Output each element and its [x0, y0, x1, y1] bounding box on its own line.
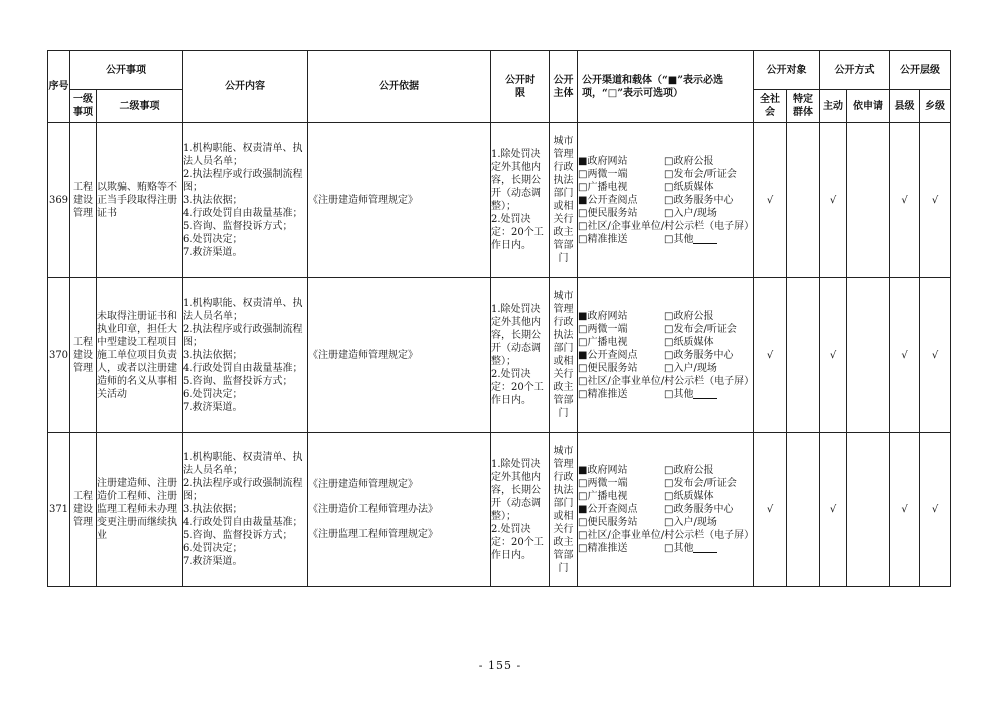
mark-active: √: [820, 433, 847, 587]
mark-county: √: [890, 278, 920, 433]
mark-all: √: [754, 278, 787, 433]
channel-option: □广播电视: [578, 181, 628, 193]
header-content: 公开内容: [183, 51, 308, 123]
channel-option: □政务服务中心: [664, 349, 734, 361]
mark-request: [847, 433, 890, 587]
channel-option: □政务服务中心: [664, 504, 734, 515]
header-seq: 序号: [48, 51, 70, 123]
row-content: 1.机构职能、权责清单、执法人员名单； 2.执法程序或行政强制流程图； 3.执法依据； 4.行政处罚自由裁量基准； 5.咨询、监督投诉方式； 6.处罚决定； 7.救济渠道。: [183, 123, 308, 278]
channel-line: [578, 155, 753, 168]
basis-item: 《注册建造师管理规定》: [308, 349, 418, 361]
channel-line: [578, 181, 753, 194]
row-level1-matter: 工程建设管理: [70, 433, 97, 587]
fill-in-blank: [693, 542, 717, 553]
channel-option: □入户/现场: [664, 517, 717, 528]
mark-specific: [787, 433, 820, 587]
table-row: [48, 433, 951, 587]
header-channel: 公开渠道和载体（“■”表示必选项，“□”表示可选项）: [578, 51, 754, 123]
row-time-limit: 1.除处罚决定外其他内容，长期公开（动态调整）； 2.处罚决定：20个工作日内。: [491, 433, 550, 587]
disclosure-table: [47, 50, 951, 587]
channel-option: □政府公报: [664, 155, 714, 167]
channel-option: ■公开查阅点: [578, 349, 638, 361]
row-seq: 371: [48, 433, 70, 587]
channel-option: ■政府网站: [578, 465, 628, 476]
page-number: - 155 -: [478, 659, 522, 672]
channel-option: □政务服务中心: [664, 194, 734, 206]
channel-option: □两微一端: [578, 168, 628, 180]
row-level2-matter: 未取得注册证书和执业印章，担任大中型建设工程项目施工单位项目负责人，或者以注册建造师的名义从事相关活动: [97, 278, 183, 433]
channel-line: [578, 336, 753, 349]
row-basis: [308, 278, 491, 433]
channel-option: □社区/企事业单位/村公示栏（电子屏）: [578, 530, 755, 541]
channel-line: [578, 323, 753, 336]
channel-option: □社区/企事业单位/村公示栏（电子屏）: [578, 375, 755, 387]
channel-line: [578, 310, 753, 323]
channel-line: [578, 477, 753, 490]
row-subject: 城市管理行政执法部门或相关行政主管部门: [550, 278, 578, 433]
header-subject: 公开主体: [550, 51, 578, 123]
fill-in-blank: [693, 233, 717, 244]
channel-option: □纸质媒体: [664, 181, 714, 193]
header-tier-town: 乡级: [920, 90, 951, 123]
channel-option: □入户/现场: [664, 207, 717, 219]
row-basis: [308, 123, 491, 278]
channel-option: □便民服务站: [578, 362, 638, 374]
mark-active: √: [820, 123, 847, 278]
channel-option: □两微一端: [578, 323, 628, 335]
row-level2-matter: 注册建造师、注册造价工程师、注册监理工程师未办理变更注册而继续执业: [97, 433, 183, 587]
channel-line: [578, 233, 753, 246]
channel-option: ■公开查阅点: [578, 504, 638, 515]
row-channels: [578, 433, 754, 587]
channel-option: □两微一端: [578, 478, 628, 489]
mark-county: √: [890, 433, 920, 587]
channel-option: ■公开查阅点: [578, 194, 638, 206]
mark-all: √: [754, 433, 787, 587]
header-basis: 公开依据: [308, 51, 491, 123]
channel-option: □便民服务站: [578, 517, 638, 528]
basis-item: 《注册建造师管理规定》: [308, 194, 418, 206]
channel-option: □政府公报: [664, 310, 714, 322]
channel-option: □精准推送: [578, 543, 628, 554]
mark-all: √: [754, 123, 787, 278]
row-seq: 370: [48, 278, 70, 433]
header-audience-specific: 特定群体: [787, 90, 820, 123]
channel-option: □精准推送: [578, 233, 628, 245]
row-time-limit: 1.除处罚决定外其他内容，长期公开（动态调整）； 2.处罚决定：20个工作日内。: [491, 123, 550, 278]
table-row: [48, 278, 951, 433]
channel-option: □社区/企事业单位/村公示栏（电子屏）: [578, 220, 755, 232]
header-tier-county: 县级: [890, 90, 920, 123]
row-basis: [308, 433, 491, 587]
mark-county: √: [890, 123, 920, 278]
row-subject: 城市管理行政执法部门或相关行政主管部门: [550, 123, 578, 278]
channel-line: [578, 542, 753, 555]
channel-line: [578, 388, 753, 401]
channel-option: □发布会/听证会: [664, 323, 737, 335]
channel-line: [578, 503, 753, 516]
mark-request: [847, 278, 890, 433]
channel-option: □其他: [664, 543, 694, 554]
channel-line: [578, 362, 753, 375]
mark-town: √: [920, 123, 951, 278]
channel-option: □广播电视: [578, 491, 628, 502]
channel-option: □其他: [664, 388, 694, 400]
channel-line: [578, 490, 753, 503]
channel-option: □发布会/听证会: [664, 478, 737, 489]
basis-item: 《注册造价工程师管理办法》: [308, 504, 438, 515]
header-matter: 公开事项: [70, 51, 183, 90]
channel-option: □广播电视: [578, 336, 628, 348]
channel-option: □入户/现场: [664, 362, 717, 374]
header-level2: 二级事项: [97, 90, 183, 123]
row-time-limit: 1.除处罚决定外其他内容，长期公开（动态调整）； 2.处罚决定：20个工作日内。: [491, 278, 550, 433]
header-mode: 公开方式: [820, 51, 890, 90]
header-mode-active: 主动: [820, 90, 847, 123]
channel-option: □精准推送: [578, 388, 628, 400]
basis-item: 《注册监理工程师管理规定》: [308, 529, 438, 540]
channel-line: [578, 194, 753, 207]
mark-request: [847, 123, 890, 278]
channel-option: ■政府网站: [578, 155, 628, 167]
row-content: 1.机构职能、权责清单、执法人员名单； 2.执法程序或行政强制流程图； 3.执法依据； 4.行政处罚自由裁量基准； 5.咨询、监督投诉方式； 6.处罚决定； 7.救济渠道。: [183, 433, 308, 587]
mark-specific: [787, 123, 820, 278]
channel-option: ■政府网站: [578, 310, 628, 322]
table-row: [48, 123, 951, 278]
channel-option: □便民服务站: [578, 207, 638, 219]
channel-option: □政府公报: [664, 465, 714, 476]
row-level2-matter: 以欺骗、贿赂等不正当手段取得注册证书: [97, 123, 183, 278]
row-channels: [578, 278, 754, 433]
row-level1-matter: 工程建设管理: [70, 123, 97, 278]
basis-item: 《注册建造师管理规定》: [308, 479, 418, 490]
header-tier: 公开层级: [890, 51, 951, 90]
header-audience-all: 全社会: [754, 90, 787, 123]
channel-line: [578, 516, 753, 529]
header-audience: 公开对象: [754, 51, 820, 90]
header-row-top: [48, 51, 951, 90]
channel-option: □纸质媒体: [664, 491, 714, 502]
mark-town: √: [920, 278, 951, 433]
mark-specific: [787, 278, 820, 433]
row-content: 1.机构职能、权责清单、执法人员名单； 2.执法程序或行政强制流程图； 3.执法依据； 4.行政处罚自由裁量基准； 5.咨询、监督投诉方式； 6.处罚决定； 7.救济渠道。: [183, 278, 308, 433]
mark-town: √: [920, 433, 951, 587]
fill-in-blank: [693, 388, 717, 399]
table-body: [48, 123, 951, 587]
channel-line: [578, 349, 753, 362]
row-subject: 城市管理行政执法部门或相关行政主管部门: [550, 433, 578, 587]
header-time-limit: 公开时限: [491, 51, 550, 123]
channel-option: □其他: [664, 233, 694, 245]
channel-line: [578, 207, 753, 220]
row-channels: [578, 123, 754, 278]
header-mode-request: 依申请: [847, 90, 890, 123]
row-seq: 369: [48, 123, 70, 278]
row-level1-matter: 工程建设管理: [70, 278, 97, 433]
channel-line: [578, 464, 753, 477]
channel-line: [578, 168, 753, 181]
header-level1: 一级事项: [70, 90, 97, 123]
channel-option: □发布会/听证会: [664, 168, 737, 180]
mark-active: √: [820, 278, 847, 433]
channel-option: □纸质媒体: [664, 336, 714, 348]
